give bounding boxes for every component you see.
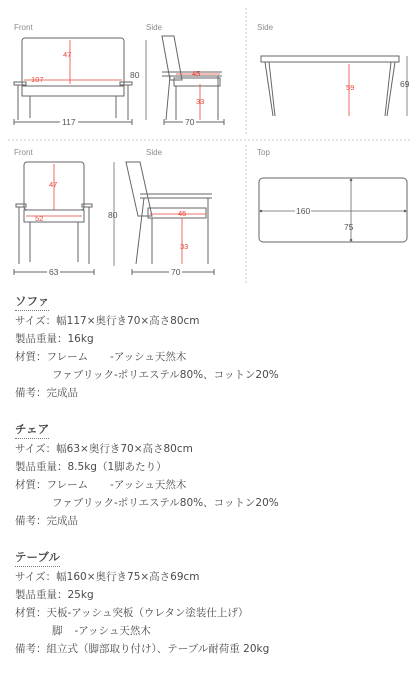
chair-front-label: Front	[14, 148, 33, 157]
sofa-title: ソファ	[15, 292, 49, 311]
sofa-frame-value: -アッシュ天然木	[110, 351, 187, 363]
chair-weight: 8.5kg（1脚あたり）	[67, 461, 167, 473]
sofa-size: 幅117×奥行き70×高さ80cm	[56, 315, 200, 327]
horizontal-divider	[0, 139, 420, 141]
table-leg: 脚	[52, 625, 63, 637]
sofa-depth: 70	[185, 117, 195, 127]
chair-frame-value: -アッシュ天然木	[110, 479, 187, 491]
sofa-note: 完成品	[46, 387, 78, 399]
chair-weight-label: 製品重量：	[15, 461, 68, 473]
table-spec	[15, 548, 415, 658]
table-note-label: 備考：	[15, 643, 47, 655]
chair-title: チェア	[15, 420, 49, 439]
table-leg-value: -アッシュ天然木	[74, 625, 151, 637]
table-size-label: サイズ：	[15, 571, 57, 583]
table-width: 160	[296, 206, 311, 216]
sofa-height: 80	[130, 70, 140, 80]
table-material-label: 材質：	[15, 607, 47, 619]
chair-size-label: サイズ：	[15, 443, 57, 455]
table-side-drawing	[255, 32, 415, 132]
table-note: 組立式（脚部取り付け）、テーブル耐荷重 20kg	[46, 643, 270, 655]
table-weight: 25kg	[67, 589, 94, 601]
sofa-seat-depth: 45	[192, 69, 201, 78]
chair-back-height: 47	[49, 180, 58, 189]
spec-list	[15, 292, 415, 676]
sofa-size-label: サイズ：	[15, 315, 57, 327]
chair-spec	[15, 420, 415, 530]
chair-width: 63	[49, 267, 59, 277]
sofa-seat-height: 33	[196, 97, 205, 106]
chair-frame: フレーム	[46, 479, 89, 491]
sofa-back-height: 47	[63, 50, 72, 59]
sofa-frame: フレーム	[46, 351, 89, 363]
chair-note-label: 備考：	[15, 515, 47, 527]
chair-size: 幅63×奥行き70×高さ80cm	[56, 443, 193, 455]
chair-side-label: Side	[146, 148, 163, 157]
sofa-width: 117	[62, 117, 76, 127]
sofa-fabric: ファブリック-ポリエステル80%、コットン20%	[52, 369, 279, 381]
table-top-label: Top	[257, 148, 270, 157]
sofa-weight: 16kg	[67, 333, 94, 345]
chair-height: 80	[108, 210, 118, 220]
sofa-seat-width: 107	[31, 75, 44, 84]
chair-side-drawing	[112, 158, 222, 278]
sofa-weight-label: 製品重量：	[15, 333, 68, 345]
table-size: 幅160×奥行き75×高さ69cm	[56, 571, 200, 583]
chair-material-label: 材質：	[15, 479, 47, 491]
table-height: 69	[400, 79, 410, 89]
sofa-note-label: 備考：	[15, 387, 47, 399]
table-side-label: Side	[257, 23, 274, 32]
sofa-spec	[15, 292, 415, 402]
chair-seat-height: 33	[180, 242, 189, 251]
table-weight-label: 製品重量：	[15, 589, 68, 601]
chair-note: 完成品	[46, 515, 78, 527]
chair-front-drawing	[10, 158, 110, 268]
table-depth: 75	[344, 222, 354, 232]
chair-fabric: ファブリック-ポリエステル80%、コットン20%	[52, 497, 279, 509]
vertical-divider	[245, 0, 247, 136]
chair-seat-depth: 45	[178, 209, 187, 218]
sofa-side-label: Side	[146, 23, 163, 32]
table-title: テーブル	[15, 548, 60, 567]
table-top-drawing	[257, 172, 417, 252]
table-top-material: 天板-アッシュ突板（ウレタン塗装仕上げ）	[46, 607, 249, 619]
chair-depth: 70	[171, 267, 181, 277]
sofa-front-label: Front	[14, 23, 33, 32]
sofa-material-label: 材質：	[15, 351, 47, 363]
chair-seat-width: 52	[35, 214, 44, 223]
table-leg-height: 59	[346, 83, 355, 92]
vertical-divider-lower	[245, 145, 247, 285]
